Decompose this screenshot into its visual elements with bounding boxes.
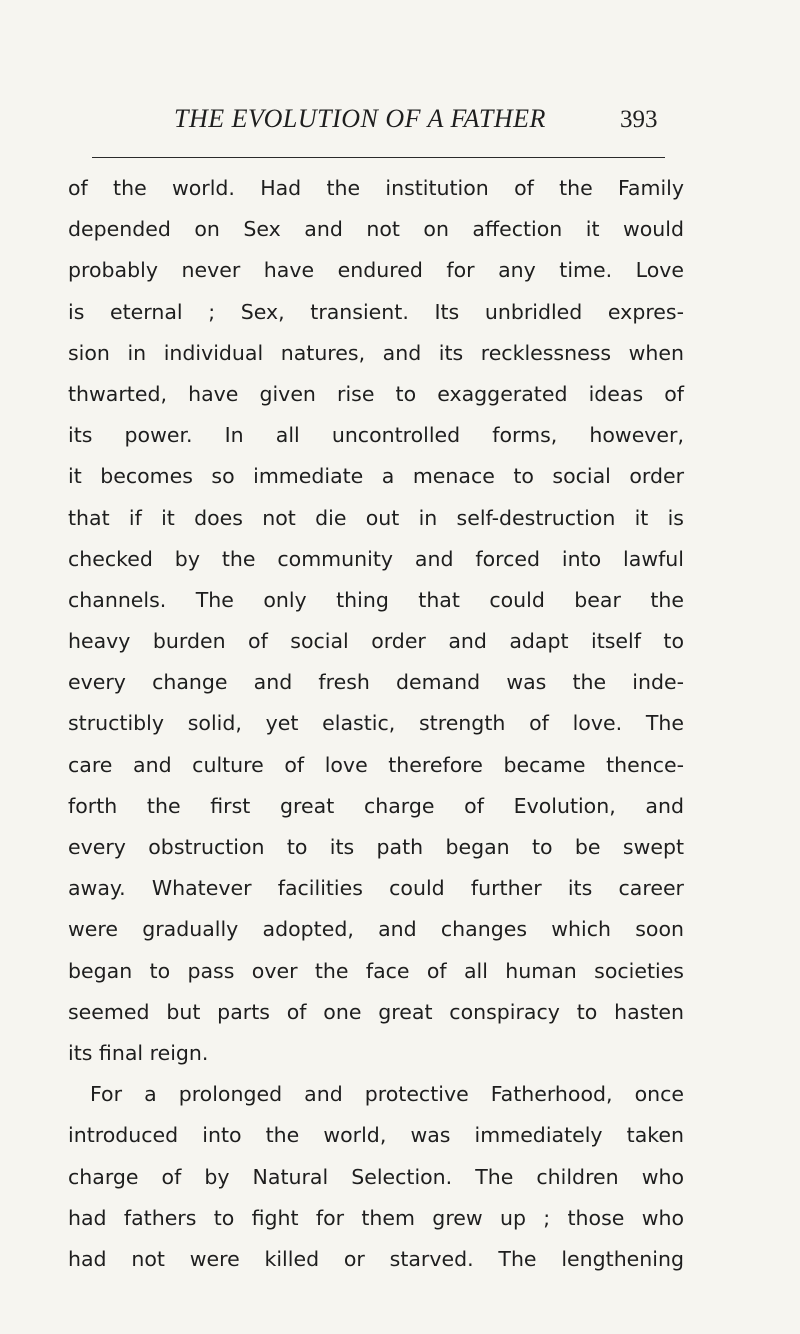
text-line: is eternal ; Sex, transient. Its unbridled expres- [68,299,684,324]
page-number: 393 [620,106,658,133]
text-line: channels. The only thing that could bear the [68,587,684,612]
text-line: forth the first great charge of Evolution, and [68,793,684,818]
text-line: heavy burden of social order and adapt itself to [68,629,684,654]
text-line: it becomes so immediate a menace to social order [68,464,684,489]
text-line: every obstruction to its path began to be swept [68,835,684,859]
text-line: of the world. Had the institution of the Family [68,176,684,200]
paragraph-start-line: For a prolonged and protective Fatherhood, once [90,1082,684,1107]
text-line: seemed but parts of one great conspiracy to hasten [68,999,684,1024]
text-line: charge of by Natural Selection. The children who [68,1164,684,1189]
text-line: were gradually adopted, and changes which soon [68,917,684,942]
text-line: thwarted, have given rise to exaggerated ideas of [68,381,684,406]
text-line: sion in individual natures, and its recklessness when [68,340,684,365]
text-line: had fathers to fight for them grew up ; those who [68,1205,684,1230]
text-line: every change and fresh demand was the inde- [68,670,684,695]
text-line: depended on Sex and not on affection it would [68,217,684,242]
running-head [0,94,800,138]
text-line: structibly solid, yet elastic, strength of love. The [68,711,684,736]
text-line: checked by the community and forced into lawful [68,546,684,571]
running-title: THE EVOLUTION OF A FATHER [174,104,546,133]
text-line: away. Whatever facilities could further its career [68,876,684,901]
text-line: that if it does not die out in self-destruction it is [68,505,684,530]
text-line: its power. In all uncontrolled forms, however, [68,423,684,448]
body-text [68,168,684,1280]
text-line: introduced into the world, was immediately taken [68,1123,684,1148]
paragraph-end-line: its final reign. [68,1040,209,1065]
text-line: probably never have endured for any time. Love [68,258,684,283]
text-line: began to pass over the face of all human societies [68,958,684,983]
header-rule [92,157,665,158]
text-line: had not were killed or starved. The lengthening [68,1246,684,1271]
text-line: care and culture of love therefore became thence- [68,752,684,777]
